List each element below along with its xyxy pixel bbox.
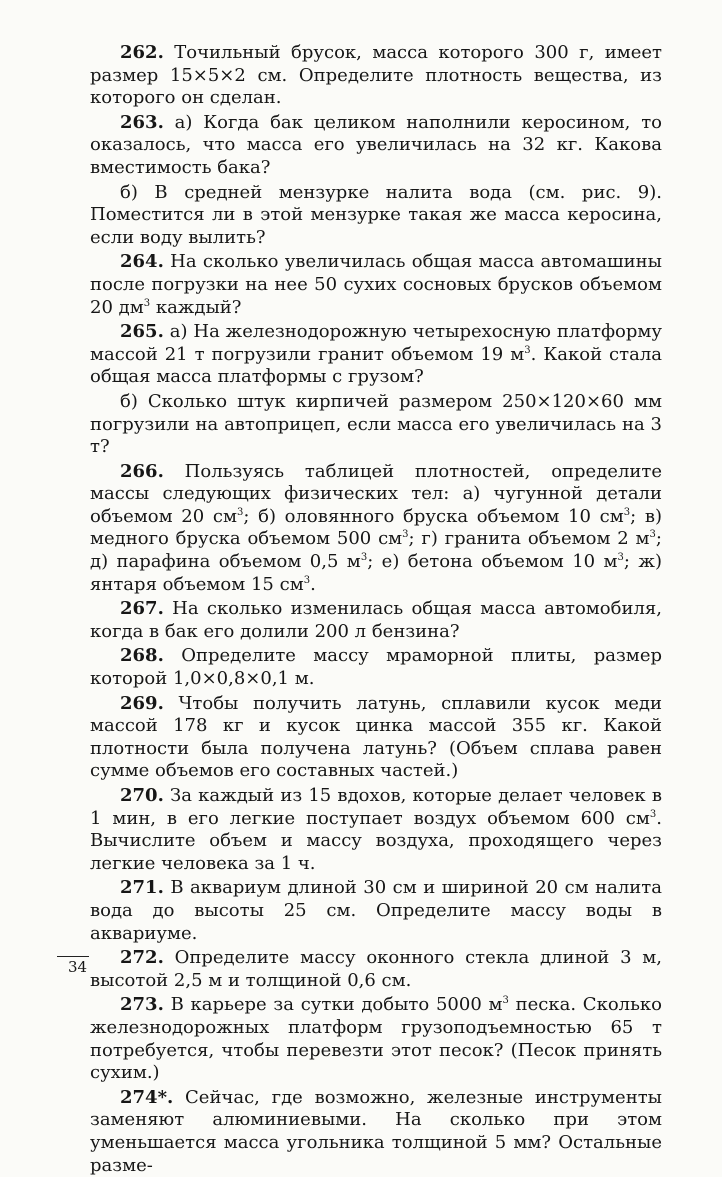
problem-266 <box>90 461 662 597</box>
problem-text: ; д) парафина объемом 0,5 м <box>90 528 662 573</box>
problem-268 <box>90 645 662 690</box>
problem-text: На сколько увеличилась общая масса автомашины после погрузки на нее 50 сухих сосновых брусков объемом 20 дм <box>90 251 662 318</box>
superscript: 3 <box>143 297 151 309</box>
superscript: 3 <box>236 506 244 518</box>
problem-text: В карьере за сутки добыто 5000 м <box>170 994 503 1016</box>
problem-265 <box>90 321 662 389</box>
problem-text: ; е) бетона объемом 10 м <box>367 551 618 573</box>
page-number: 34 <box>68 958 88 976</box>
problem-text-tail: каждый? <box>150 296 242 318</box>
problem-text: а) Когда бак целиком наполнили керосином, то оказалось, что масса его увеличилась на 32 кг. Какова вместимость бака? <box>90 111 662 178</box>
superscript: 3 <box>360 552 368 564</box>
problem-263-part-b: б) В средней мензурке налита вода (см. рис. 9). Поместится ли в этой мензурке такая же масса керосина, если воду вылить? <box>90 181 662 248</box>
problem-273 <box>90 994 662 1084</box>
superscript: 3 <box>617 552 624 564</box>
problem-number: 270. <box>120 785 164 806</box>
problem-text: За каждый из 15 вдохов, которые делает человек в 1 мин, в его легкие поступает воздух объемом 600 см <box>90 785 662 829</box>
problem-number: 266. <box>120 460 164 482</box>
problem-269 <box>90 693 662 783</box>
problem-text-tail: . Какой стала общая масса платформы с грузом? <box>90 343 662 388</box>
problem-text-tail: . Вычислите объем и массу воздуха, проходящего через легкие человека за 1 ч. <box>90 807 662 874</box>
superscript: 3 <box>524 344 531 356</box>
problem-text: Точильный брусок, масса которого 300 г, имеет размер 15×5×2 см. Определите плотность вещества, из которого он сделан. <box>90 42 662 109</box>
superscript: 3 <box>649 529 656 541</box>
problem-267 <box>90 598 662 643</box>
problem-272 <box>90 947 662 992</box>
problem-number: 268. <box>120 645 164 667</box>
superscript: 3 <box>502 995 509 1007</box>
problem-271 <box>90 877 662 945</box>
problem-265-part-b: б) Сколько штук кирпичей размером 250×120×60 мм погрузили на автоприцеп, если масса его увеличилась на 3 т? <box>90 390 662 458</box>
problem-text: ; ж) янтаря объемом 15 см <box>90 551 662 595</box>
problem-262 <box>90 42 662 110</box>
problem-number: 262. <box>120 42 164 63</box>
problem-text: Определите массу мраморной плиты, размер которой 1,0×0,8×0,1 м. <box>90 645 662 690</box>
problem-text: ; в) медного бруска объемом 500 см <box>90 505 662 550</box>
problem-text: ; б) оловянного бруска объемом 10 см <box>243 505 624 527</box>
problem-text-tail: песка. Сколько железнодорожных платформ грузоподъемностью 65 т потребуется, чтобы перевезти этот песок? (Песок принять сухим.) <box>90 994 662 1084</box>
footer-divider <box>57 956 89 957</box>
problem-text: Определите массу оконного стекла длиной 3 м, высотой 2,5 м и толщиной 0,6 см. <box>90 947 662 991</box>
problem-text: ; г) гранита объемом 2 м <box>408 528 650 550</box>
problem-number: 273. <box>120 994 164 1016</box>
problem-274 <box>90 1087 662 1177</box>
problem-text: На сколько изменилась общая масса автомобиля, когда в бак его долили 200 л бензина? <box>90 598 662 642</box>
superscript: 3 <box>303 574 311 586</box>
problem-text: В аквариум длиной 30 см и шириной 20 см налита вода до высоты 25 см. Определите массу воды в аквариуме. <box>90 877 662 944</box>
problem-number: 271. <box>120 877 164 899</box>
problem-number: 267. <box>120 598 164 620</box>
superscript: 3 <box>402 529 409 541</box>
problem-number: 272. <box>120 947 164 969</box>
problem-263 <box>90 112 662 180</box>
problem-text: Пользуясь таблицей плотностей, определите массы следующих физических тел: а) чугунной детали объемом 20 см <box>90 460 662 527</box>
problem-number: 263. <box>120 111 164 133</box>
problem-number: 274*. <box>120 1086 174 1108</box>
problem-text: Сейчас, где возможно, железные инструменты заменяют алюминиевыми. На сколько при этом уменьшается масса угольника толщиной 5 мм? Остальные разме- <box>90 1086 662 1176</box>
problem-264 <box>90 251 662 319</box>
problem-number: 265. <box>120 321 164 343</box>
superscript: 3 <box>623 506 631 518</box>
problem-text: Чтобы получить латунь, сплавили кусок меди массой 178 кг и кусок цинка массой 355 кг. Какой плотности была получена латунь? (Объем сплава равен сумме объемов его составных частей.) <box>90 692 662 782</box>
problem-270 <box>90 785 662 875</box>
problem-text: . <box>310 573 316 595</box>
problem-number: 264. <box>120 251 164 273</box>
problem-text: а) На железнодорожную четырехосную платформу массой 21 т погрузили гранит объемом 19 м <box>90 321 662 365</box>
problem-number: 269. <box>120 692 164 714</box>
superscript: 3 <box>649 808 657 820</box>
